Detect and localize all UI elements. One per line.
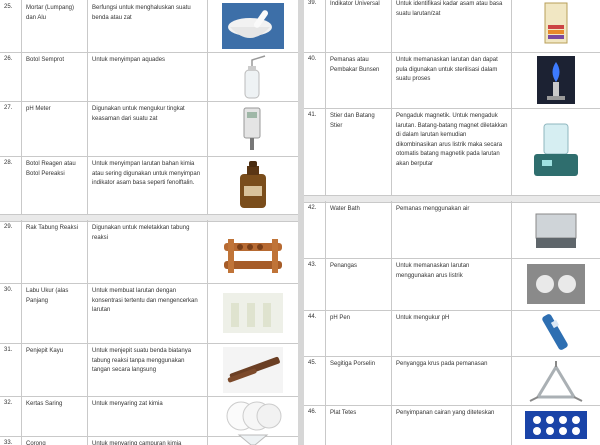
item-number-cell: [0, 52, 22, 101]
item-function-cell: [88, 220, 208, 283]
item-name: Pemanas atau Pembakar Bunsen: [330, 57, 380, 73]
funnel-icon: [208, 436, 298, 445]
item-name: Penjepit Kayu: [26, 348, 64, 354]
item-function-cell: [88, 343, 208, 396]
item-name: Plat Tetes: [330, 410, 357, 416]
table-row: [304, 52, 600, 109]
item-name: pH Pen: [330, 315, 351, 321]
table-row: [304, 405, 600, 445]
item-name-cell: [22, 283, 88, 343]
table-row: [304, 108, 600, 196]
table-row: [0, 436, 298, 445]
item-function-cell: [88, 436, 208, 445]
item-name-cell: [326, 201, 392, 258]
item-function: Untuk mengukur pH: [396, 315, 450, 321]
water-bath-icon: [512, 201, 600, 258]
item-name-cell: [326, 108, 392, 195]
item-function: Untuk menjepit suatu benda biatanya tabung reaksi tanpa menggunakan tangan secara langsung: [92, 348, 192, 373]
table-row: [0, 156, 298, 215]
item-name: pH Meter: [26, 106, 51, 112]
item-name: Kertas Saring: [26, 401, 63, 407]
item-function: Pemanas menggunakan air: [396, 206, 470, 212]
ph-meter-icon: [208, 101, 298, 156]
item-name-cell: [22, 436, 88, 445]
item-name: Botol Semprot: [26, 57, 65, 63]
filter-paper-icon: [208, 396, 298, 436]
item-function: Penyimpanan cairan yang diteteskan: [396, 410, 495, 416]
item-function-cell: [88, 52, 208, 101]
item-name-cell: [22, 396, 88, 436]
item-number: 30.: [4, 287, 13, 293]
table-row: [0, 101, 298, 157]
item-function-cell: [88, 0, 208, 52]
item-number-cell: [0, 436, 22, 445]
table-row: [0, 52, 298, 102]
item-number-cell: [0, 220, 22, 283]
item-name-cell: [22, 101, 88, 156]
item-function-cell: [88, 156, 208, 214]
item-function-cell: [392, 0, 512, 52]
item-name-cell: [326, 258, 392, 310]
item-number: 31.: [4, 347, 13, 353]
item-function-cell: [392, 201, 512, 258]
item-function-cell: [392, 108, 512, 195]
item-number-cell: [304, 52, 326, 108]
item-number-cell: [0, 396, 22, 436]
item-number-cell: [0, 283, 22, 343]
universal-indicator-icon: [512, 0, 600, 52]
item-function: Untuk menyimpan larutan bahan kimia atau sering digunakan untuk menyimpan indikator asam basa seperti fenolftalin.: [92, 161, 201, 186]
table-row: [0, 0, 298, 53]
item-function: Untuk memanaskan larutan dan dapat pula digunakan untuk sterilisasi dalam suatu proses: [396, 57, 498, 82]
item-number-cell: [0, 101, 22, 156]
item-name: Rak Tabung Reaksi: [26, 225, 78, 231]
table-row: [304, 201, 600, 259]
item-number-cell: [304, 0, 326, 52]
item-number-cell: [304, 405, 326, 445]
item-number: 33.: [4, 440, 13, 445]
item-name: Penangas: [330, 263, 358, 269]
wooden-clamp-icon: [208, 343, 298, 396]
item-number-cell: [0, 343, 22, 396]
spot-plate-icon: [512, 405, 600, 445]
item-number: 27.: [4, 105, 13, 111]
item-number: 46.: [308, 409, 317, 415]
item-name: Segitiga Porselin: [330, 361, 376, 367]
item-number: 28.: [4, 160, 13, 166]
item-number: 44.: [308, 314, 317, 320]
item-function-cell: [88, 283, 208, 343]
item-function: Untuk membuat larutan dengan konsentrasi tertentu dan mengencerkan larutan: [92, 288, 198, 313]
item-name: Indikator Universal: [330, 1, 380, 7]
item-number: 43.: [308, 262, 317, 268]
item-function-cell: [88, 396, 208, 436]
item-name: Botol Reagen atau Botol Pereaksi: [26, 161, 76, 177]
table-row: [304, 258, 600, 311]
item-number: 25.: [4, 4, 13, 10]
item-number: 26.: [4, 56, 13, 62]
reagent-bottle-icon: [208, 156, 298, 214]
item-function-cell: [392, 52, 512, 108]
item-function-cell: [88, 101, 208, 156]
table-row: [0, 220, 298, 284]
item-name: Labu Ukur (alas Panjang: [26, 288, 69, 304]
item-number-cell: [304, 258, 326, 310]
item-name: Water Bath: [330, 206, 360, 212]
item-function-cell: [392, 258, 512, 310]
item-number: 39.: [308, 0, 317, 6]
item-function: Untuk menyaring zat kimia: [92, 401, 163, 407]
item-function: Digunakan untuk mengukur tingkat keasaman dari suatu zat: [92, 106, 185, 122]
item-number-cell: [304, 201, 326, 258]
item-name-cell: [22, 52, 88, 101]
item-function: Untuk menyimpan aquades: [92, 57, 166, 63]
porcelain-triangle-icon: [512, 356, 600, 405]
mortar-pestle-icon: [208, 0, 298, 52]
item-name-cell: [326, 356, 392, 405]
item-number: 45.: [308, 360, 317, 366]
item-name-cell: [326, 0, 392, 52]
item-function: Penyangga krus pada pemanasan: [396, 361, 488, 367]
item-name-cell: [22, 343, 88, 396]
item-number-cell: [304, 356, 326, 405]
ph-pen-icon: [512, 310, 600, 356]
item-function-cell: [392, 356, 512, 405]
item-number-cell: [0, 0, 22, 52]
item-function: Pengaduk magnetik. Untuk mengaduk larutan. Batang-batang magnet diletakkan di dalam larutan kemudian dikombinasikan arus listrik maka secara otomatis batang magnetik pada larutan akan berputar: [396, 113, 508, 167]
table-row: [304, 310, 600, 357]
item-function: Untuk menyaring campuran kimia: [92, 441, 182, 445]
magnetic-stirrer-icon: [512, 108, 600, 195]
item-name: Corong: [26, 441, 46, 445]
item-name-cell: [326, 52, 392, 108]
item-name-cell: [22, 220, 88, 283]
item-number: 40.: [308, 56, 317, 62]
item-name: Mortar (Lumpang) dan Alu: [26, 5, 75, 21]
table-row: [0, 283, 298, 344]
item-number-cell: [304, 310, 326, 356]
item-function: Digunakan untuk meletakkan tabung reaksi: [92, 225, 190, 241]
right-page: [304, 0, 600, 445]
item-number: 32.: [4, 400, 13, 406]
item-function-cell: [392, 310, 512, 356]
item-number-cell: [304, 108, 326, 195]
table-row: [304, 0, 600, 53]
volumetric-flask-icon: [208, 283, 298, 343]
table-row: [0, 343, 298, 397]
item-name-cell: [22, 156, 88, 214]
item-function: Berfungsi untuk menghaluskan suatu benda atau zat: [92, 5, 191, 21]
item-function-cell: [392, 405, 512, 445]
item-function: Untuk identifikasi kadar asam atau basa suatu larutan/zat: [396, 1, 503, 17]
item-number: 42.: [308, 205, 317, 211]
table-row: [0, 396, 298, 437]
item-number: 29.: [4, 224, 13, 230]
item-number: 41.: [308, 112, 317, 118]
test-tube-rack-icon: [208, 220, 298, 283]
table-row: [304, 356, 600, 406]
item-function: Untuk memanaskan larutan menggunakan arus listrik: [396, 263, 470, 279]
item-name-cell: [326, 405, 392, 445]
item-name-cell: [22, 0, 88, 52]
item-name: Stier dan Batang Stier: [330, 113, 375, 129]
left-page: [0, 0, 298, 445]
hot-plate-icon: [512, 258, 600, 310]
item-number-cell: [0, 156, 22, 214]
item-name-cell: [326, 310, 392, 356]
wash-bottle-icon: [208, 52, 298, 101]
bunsen-burner-icon: [512, 52, 600, 108]
